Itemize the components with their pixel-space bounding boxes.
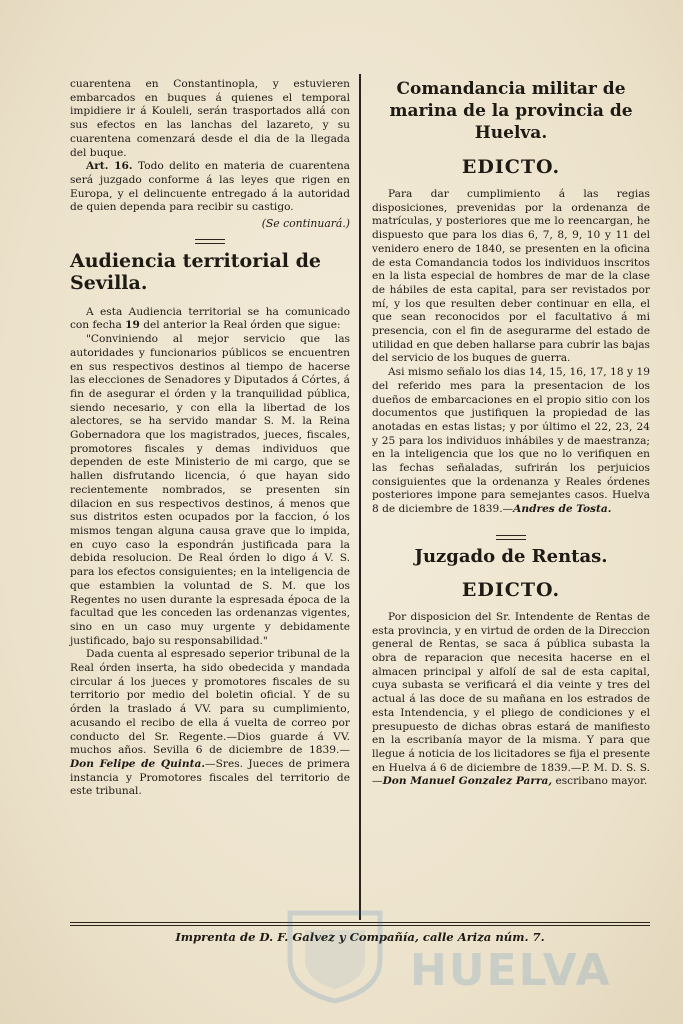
article-16-paragraph: [70, 160, 350, 215]
column-divider: [359, 74, 361, 920]
edicto-2-text: Por disposicion del Sr. Intendente de Rentas de esta provincia, y en virtud de orden de la Direccion general de Rentas, se saca á pública subasta la obra de reparacion que necesita hacerse en el almacen principal y alfolí de sal de esta capital, cuya subasta se verificará el dia veinte y tres del actual á las doce de su mañana en los estrados de esta Intendencia, y el pliego de condiciones y el presupuesto de dichas obras estará de manifiesto en la escribanía mayor de la misma. Y para que llegue á noticia de los licitadores se fija el presente en Huelva á 6 de diciembre de 1839.—P. M. D. S. S.—: [372, 610, 650, 788]
audiencia-title: Audiencia territorial de Sevilla.: [70, 249, 321, 294]
section-separator-right: [496, 535, 526, 540]
continued-note: (Se continuará.): [261, 217, 350, 231]
footer-rule-top-2: [70, 925, 650, 926]
left-column: [70, 78, 350, 799]
edicto-heading-2: EDICTO.: [461, 578, 561, 601]
edicto-1-signature: Andres de Tosta.: [513, 503, 612, 516]
comandancia-title: Comandancia militar de marina de la provincia de Huelva.: [389, 79, 633, 143]
section-separator: [195, 239, 225, 244]
shield-icon: [280, 905, 390, 1005]
audiencia-intro-end: del anterior la Real órden que sigue:: [139, 319, 341, 332]
right-column: [372, 78, 650, 789]
edicto-heading-1: EDICTO.: [461, 156, 561, 178]
imprint-footer: Imprenta de D. F. Galvez y Compañía, calle Ariza núm. 7.: [175, 930, 545, 944]
edicto-2-end: escribano mayor.: [552, 775, 648, 788]
quarantine-paragraph: cuarentena en Constantinopla, y estuvieren embarcados en buques á quienes el temporal impidiere ir á Kouleli, serán trasportados allá con sus efectos en las lanchas del lazareto, y su cuarentena comenzará desde el dia de la llegada del buque.: [70, 78, 350, 159]
edicto-2-paragraph: [372, 611, 650, 789]
watermark-text: HUELVA: [410, 945, 612, 996]
article-16-text: Todo delito en materia de cuarentena será juzgado conforme á las leyes que rigen en Europa, y el delincuente entregado á la autoridad de quien dependa para recibir su castigo.: [70, 160, 350, 214]
dada-end: —Sres. Jueces de primera instancia y Promotores fiscales del territorio de este tribunal.: [70, 757, 350, 798]
edicto-1-text: Asi mismo señalo los dias 14, 15, 16, 17, 18 y 19 del referido mes para la presentacion de los dueños de embarcaciones en el propio sitio con los documentos que justifiquen la propiedad de las anotadas en estas listas; y por último el 22, 23, 24 y 25 para los individuos inhábiles y de maestranza; en la inteligencia que los que no lo verifiquen en las fechas señaladas, sufrirán los perjuicios consiguientes que la ordenanza y Reales órdenes posteriores impone para semejantes casos. Huelva 8 de diciembre de 1839.—: [372, 366, 650, 516]
audiencia-intro-date: 19: [125, 319, 140, 332]
footer-rule-top: [70, 922, 650, 923]
juzgado-title: Juzgado de Rentas.: [414, 545, 608, 567]
edicto-1-paragraph-1: Para dar cumplimiento á las regias disposiciones, prevenidas por la ordenanza de matrículas, y posteriores que me lo reencargan, he dispuesto que para los dias 6, 7, 8, 9, 10 y 11 del venidero enero de 1840, se presenten en la oficina de esta Comandancia todos los individuos inscritos en la lista especial de hombres de mar de la clase de hábiles de esta capital, para ser revistados por mí, y los que resulten deber continuar en ella, el que sean reconocidos por el facultativo á mi presencia, con el fin de asegurarme del estado de utilidad en que deben hallarse para cubrir las bajas del servicio de los buques de guerra.: [372, 188, 650, 365]
archive-watermark: [280, 900, 640, 1010]
dada-text: Dada cuenta al espresado seperior tribunal de la Real órden inserta, ha sido obedecida y mandada circular á los jueces y promotores fiscales de su territorio por medio del boletin oficial. Y de su órden la traslado á VV. para su cumplimiento, acusando el recibo de ella á vuelta de correo por conducto del Sr. Regente.—Dios guarde á VV. muchos años. Sevilla 6 de diciembre de 1839.—: [70, 648, 350, 757]
royal-order-quote: "Conviniendo al mejor servicio que las autoridades y funcionarios públicos se encuentren en sus respectivos destinos al tiempo de hacerse las elecciones de Senadores y Diputados á Córtes, á fin de asegurar el órden y la tranquilidad pública, siendo necesario, y con ella la libertad de los alectores, se ha servido mandar S. M. la Reina Gobernadora que los magistrados, jueces, fiscales, promotores fiscales y demas individuos que dependen de este Ministerio de mi cargo, que se hallen disfrutando licencia, ó que hayan sido recientemente nombrados, se presenten sin dilacion en sus respectivos destinos, á menos que sus distritos esten ocupados por la faccion, ó los mismos tengan alguna causa grave que lo impida, en cuyo caso la espondrán justificada para la debida resolucion. De Real órden lo digo á V. S. para los efectos consiguientes; en la inteligencia de que estambien la voluntad de S. M. que los Regentes no usen durante la espresada época de la facultad que les conceden las ordenanzas vigentes, sino en un caso muy urgente y debidamente justificado, bajo su responsabilidad.": [70, 333, 350, 647]
edicto-1-paragraph-2: [372, 366, 650, 517]
audiencia-intro: [70, 306, 350, 333]
edicto-2-signature: Don Manuel Gonzalez Parra,: [382, 775, 553, 788]
article-16-label: Art. 16.: [86, 160, 133, 173]
audiencia-intro-text: A esta Audiencia territorial se ha comunicado con fecha: [70, 305, 350, 332]
dada-signature: Don Felipe de Quinta.: [70, 757, 206, 770]
dada-paragraph: [70, 648, 350, 799]
